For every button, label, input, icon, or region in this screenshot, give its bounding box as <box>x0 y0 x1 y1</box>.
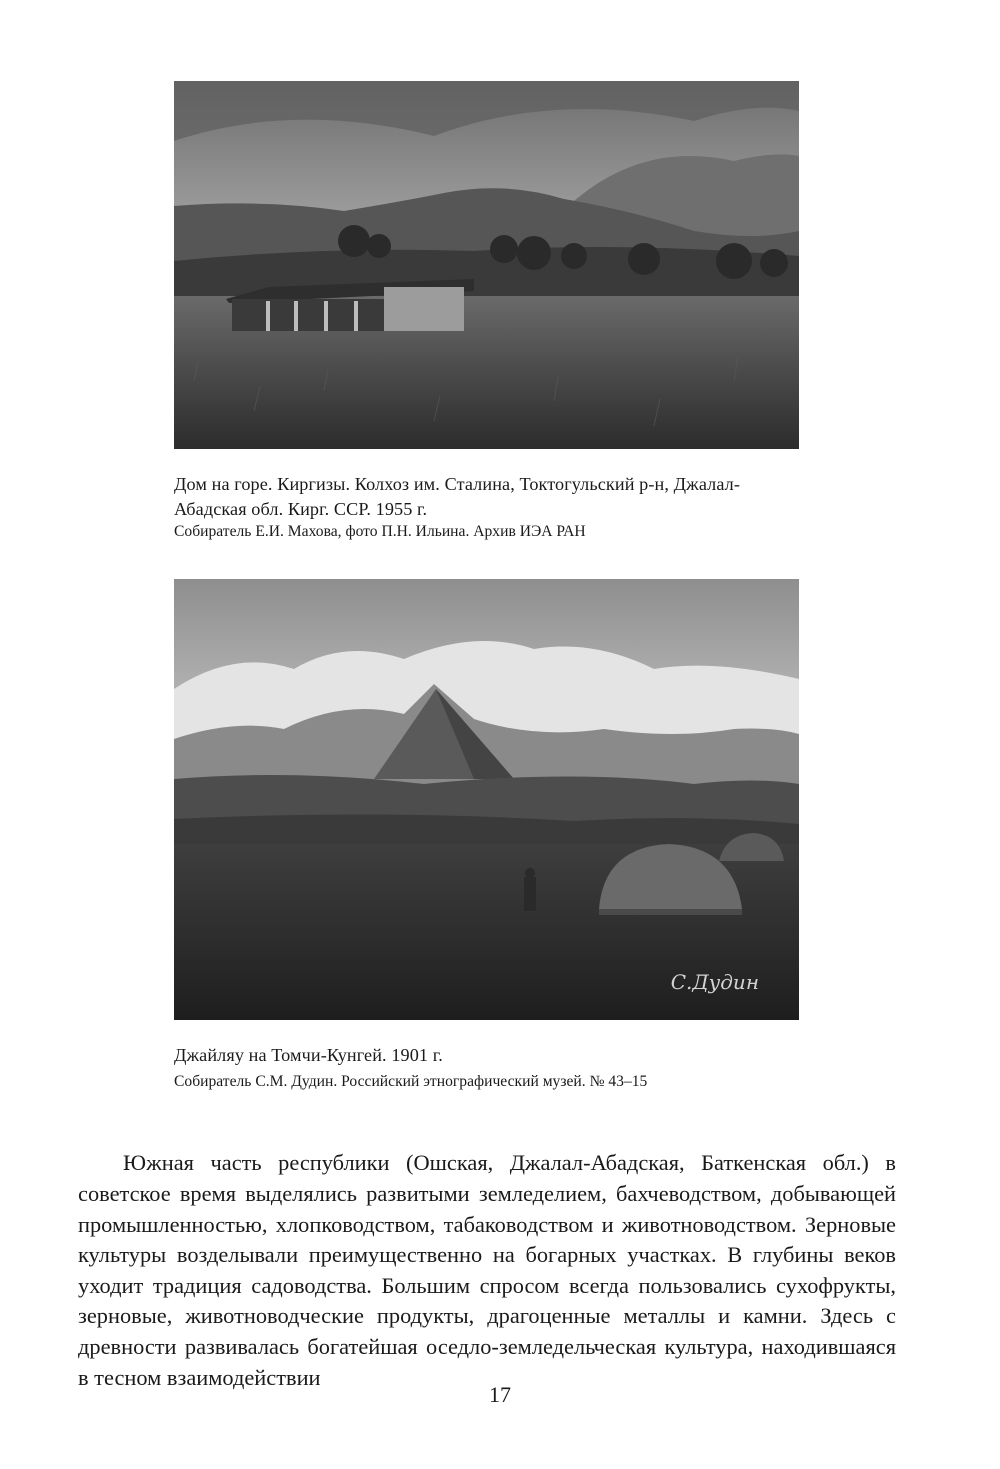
photo-mountain-pasture-image <box>174 579 799 1020</box>
page-number: 17 <box>489 1382 511 1407</box>
photo-house-on-hill-image <box>174 81 799 449</box>
photo-house-on-hill <box>174 81 799 449</box>
figure-1-caption: Дом на горе. Киргизы. Колхоз им. Сталина, Токтогульский р-н, Джалал-Абадская обл. Кирг. ССР. 1955 г. <box>174 474 740 519</box>
body-paragraph: Южная часть республики (Ошская, Джалал-Абадская, Баткенская обл.) в советское время выделялись развитыми земледелием, бахчеводством, добывающей промышленностью, хлопководством, табаководством и животноводством. Зерновые культуры возделывали преимущественно на богарных участках. В глубины веков уходит традиция садоводства. Большим спросом всегда пользовались сухофрукты, зерновые, животноводческие продукты, драгоценные металлы и камни. Здесь с древности развивалась богатейшая оседло-земледельческая культура, находившаяся в тесном взаимодействии <box>78 1150 896 1390</box>
figure-1-credit: Собиратель Е.И. Махова, фото П.Н. Ильина. Архив ИЭА РАН <box>174 523 586 540</box>
person-figure <box>524 868 536 911</box>
photographer-signature: С.Дудин <box>670 970 759 994</box>
figure-2-credit: Собиратель С.М. Дудин. Российский этнографический музей. № 43–15 <box>174 1073 648 1090</box>
figure-2-caption: Джайляу на Томчи-Кунгей. 1901 г. <box>174 1045 443 1065</box>
photo-mountain-pasture <box>174 579 799 1020</box>
